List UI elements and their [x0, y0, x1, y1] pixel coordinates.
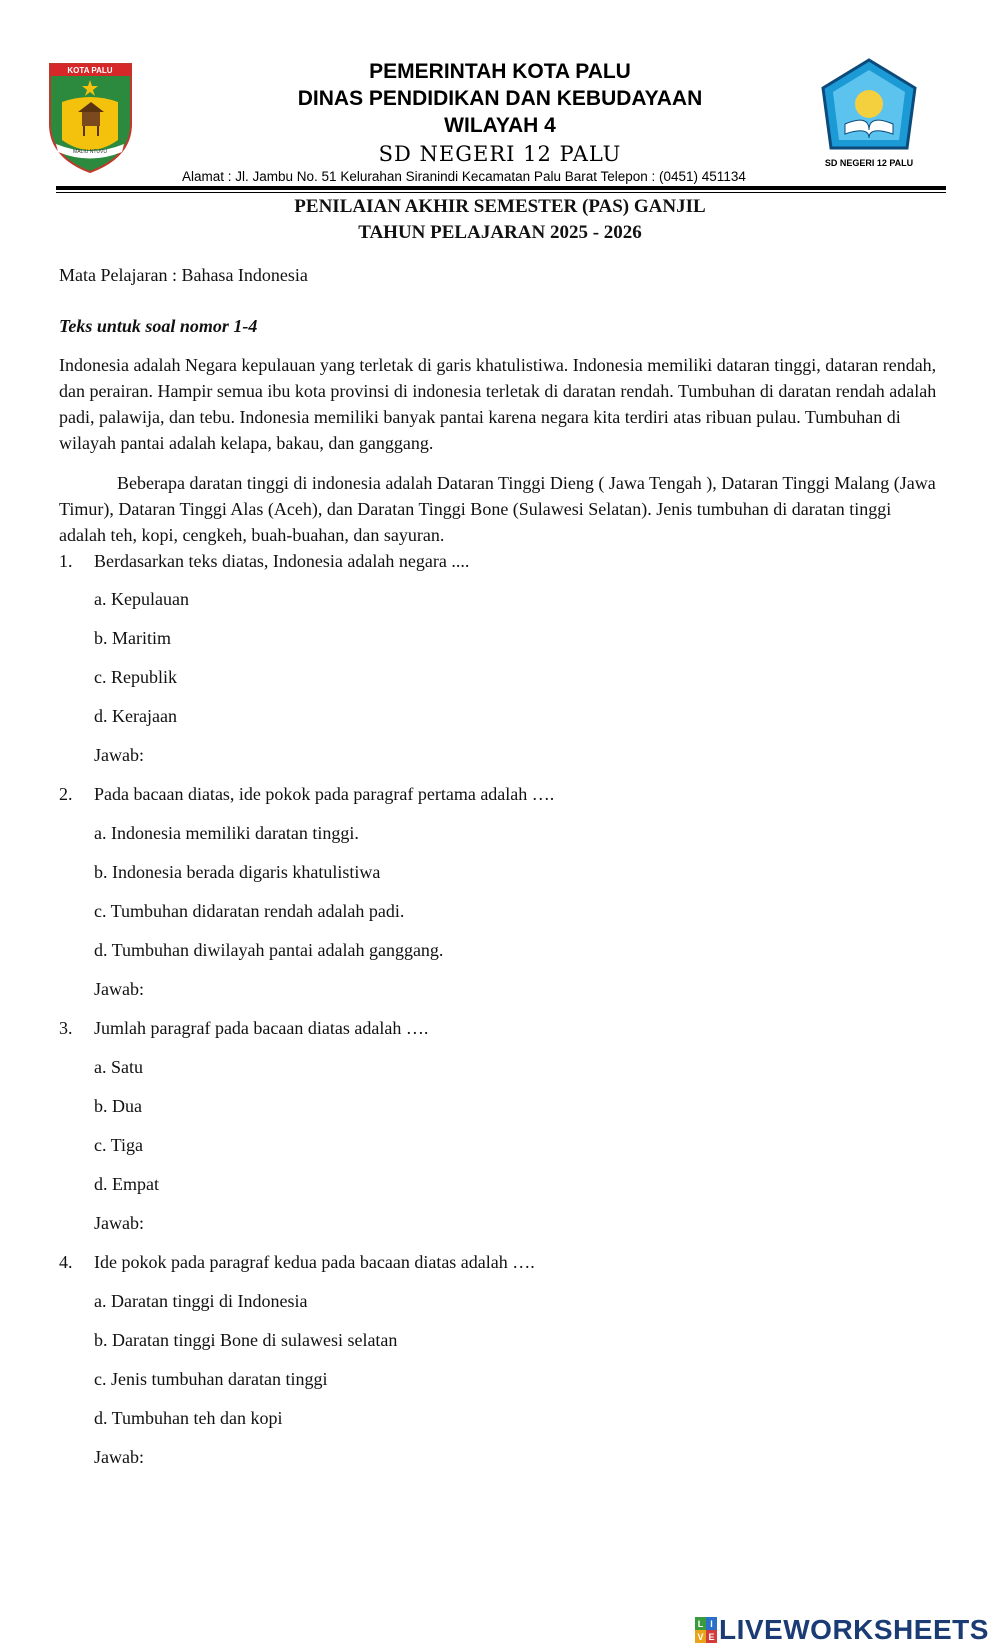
question-3-option-a[interactable]: a. Satu: [94, 1057, 143, 1077]
question-1-option-d[interactable]: d. Kerajaan: [94, 706, 177, 726]
kota-palu-banner-text: KOTA PALU: [67, 66, 113, 75]
question-3-text: Jumlah paragraf pada bacaan diatas adalah ….: [94, 1018, 429, 1038]
subject-line: Mata Pelajaran : Bahasa Indonesia: [59, 265, 308, 285]
passage-paragraph-2: [59, 470, 939, 548]
header-divider-thin: [56, 192, 946, 193]
question-4-answer-label: Jawab:: [94, 1447, 144, 1467]
question-1-option-c[interactable]: c. Republik: [94, 667, 177, 687]
question-1-answer-label: Jawab:: [94, 745, 144, 765]
question-2-text: Pada bacaan diatas, ide pokok pada paragraf pertama adalah ….: [94, 784, 555, 804]
department-name: DINAS PENDIDIKAN DAN KEBUDAYAAN: [297, 87, 703, 110]
question-3-option-d[interactable]: d. Empat: [94, 1174, 159, 1194]
question-4-option-d[interactable]: d. Tumbuhan teh dan kopi: [94, 1408, 283, 1428]
government-name: PEMERINTAH KOTA PALU: [369, 60, 631, 83]
exam-year: TAHUN PELAJARAN 2025 - 2026: [358, 222, 642, 243]
paragraph-1-text: Indonesia adalah Negara kepulauan yang terletak di garis khatulistiwa. Indonesia memiliki dataran tinggi, dataran rendah, dan perairan. Hampir semua ibu kota provinsi di indonesia terletak di daratan rendah. Tumbuhan di daratan rendah adalah padi, palawija, dan tebu. Indonesia memiliki banyak pantai karena negara kita terdiri atas ribuan pulau. Tumbuhan di wilayah pantai adalah kelapa, bakau, dan ganggang.: [59, 355, 937, 453]
question-1-option-a[interactable]: a. Kepulauan: [94, 589, 189, 609]
question-4-option-a[interactable]: a. Daratan tinggi di Indonesia: [94, 1291, 308, 1311]
question-4-option-b[interactable]: b. Daratan tinggi Bone di sulawesi selatan: [94, 1330, 398, 1350]
liveworksheets-wordmark: LIVEWORKSHEETS: [719, 1614, 989, 1645]
exam-title: PENILAIAN AKHIR SEMESTER (PAS) GANJIL: [294, 196, 706, 217]
question-3-number: 3.: [59, 1018, 73, 1038]
question-2-option-c[interactable]: c. Tumbuhan didaratan rendah adalah padi.: [94, 901, 405, 921]
paragraph-2-text: Beberapa daratan tinggi di indonesia adalah Dataran Tinggi Dieng ( Jawa Tengah ), Dataran Tinggi Malang (Jawa Timur), Dataran Tinggi Alas (Aceh), dan Daratan Tinggi Bone (Sulawesi Selatan). Jenis tumbuhan di daratan tinggi adalah teh, kopi, cengkeh, buah-buahan, dan sayuran.: [59, 473, 936, 545]
question-4-text: Ide pokok pada paragraf kedua pada bacaan diatas adalah ….: [94, 1252, 535, 1272]
question-3-answer-label: Jawab:: [94, 1213, 144, 1233]
region-name: WILAYAH 4: [444, 114, 556, 137]
question-2-number: 2.: [59, 784, 73, 804]
kota-palu-ribbon-text: MALIU NTUVU: [73, 149, 107, 155]
passage-paragraph-1: [59, 352, 939, 456]
liveworksheets-badge-icon: [695, 1617, 717, 1643]
question-1-number: 1.: [59, 551, 73, 571]
question-2-option-b[interactable]: b. Indonesia berada digaris khatulistiwa: [94, 862, 381, 882]
badge-letter-i: I: [706, 1617, 717, 1630]
question-3-option-b[interactable]: b. Dua: [94, 1096, 142, 1116]
school-address: Alamat : Jl. Jambu No. 51 Kelurahan Siranindi Kecamatan Palu Barat Telepon : (0451) 451134: [182, 169, 746, 184]
liveworksheets-logo[interactable]: [695, 1613, 989, 1647]
badge-letter-e: E: [706, 1630, 717, 1643]
question-1-option-b[interactable]: b. Maritim: [94, 628, 171, 648]
badge-letter-l: L: [695, 1617, 706, 1630]
question-4-option-c[interactable]: c. Jenis tumbuhan daratan tinggi: [94, 1369, 328, 1389]
question-2-answer-label: Jawab:: [94, 979, 144, 999]
question-1-text: Berdasarkan teks diatas, Indonesia adalah negara ....: [94, 551, 470, 571]
question-2-option-a[interactable]: a. Indonesia memiliki daratan tinggi.: [94, 823, 359, 843]
header-divider-thick: [56, 186, 946, 190]
question-4-number: 4.: [59, 1252, 73, 1272]
badge-letter-v: V: [695, 1630, 706, 1643]
question-3-option-c[interactable]: c. Tiga: [94, 1135, 144, 1155]
passage-heading: Teks untuk soal nomor 1-4: [59, 316, 258, 336]
question-2-option-d[interactable]: d. Tumbuhan diwilayah pantai adalah ganggang.: [94, 940, 444, 960]
school-name: SD NEGERI 12 PALU: [378, 142, 622, 166]
school-logo-caption: SD NEGERI 12 PALU: [824, 158, 914, 168]
